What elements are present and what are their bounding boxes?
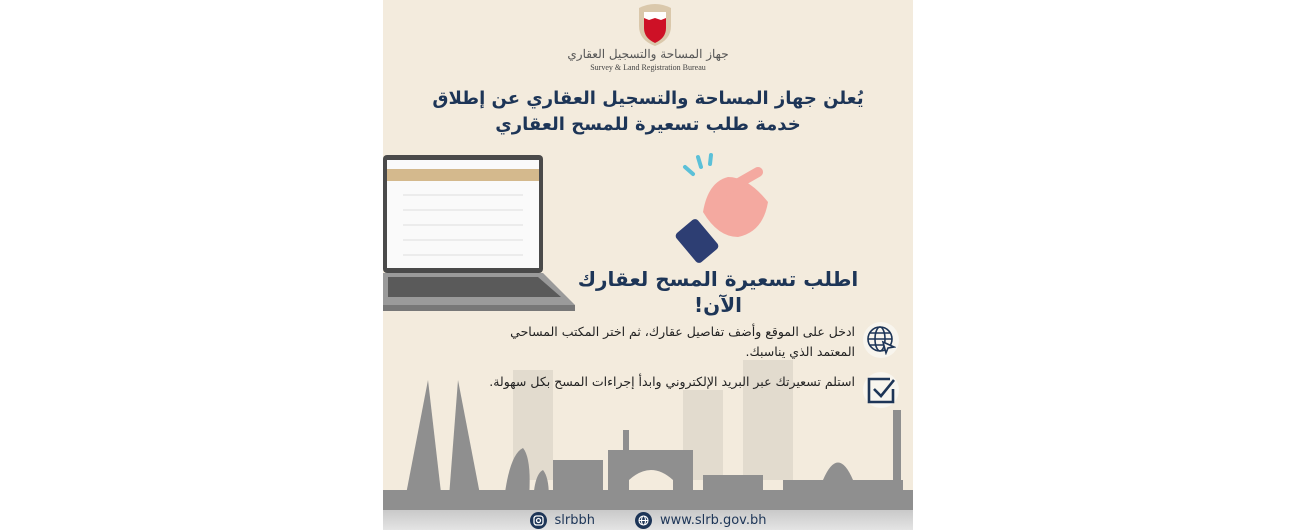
finger-snap-hand-icon	[673, 152, 773, 264]
instagram-icon	[530, 512, 547, 529]
step-1	[469, 322, 899, 362]
step-2	[469, 372, 899, 408]
website-link[interactable]	[635, 512, 766, 529]
poster	[383, 0, 913, 530]
website-url: www.slrb.gov.bh	[660, 512, 767, 528]
announcement-line1: يُعلن جهاز المساحة والتسجيل العقاري عن إطلاق	[432, 88, 864, 109]
steps-list	[469, 322, 899, 408]
org-name-arabic: جهاز المساحة والتسجيل العقاري	[567, 47, 729, 61]
globe-icon	[635, 512, 652, 529]
footer-bar	[383, 510, 913, 530]
bahrain-emblem-logo	[633, 2, 677, 46]
org-name-english: Survey & Land Registration Bureau	[590, 63, 706, 72]
checkbox-icon	[863, 372, 899, 408]
announcement-line2: خدمة طلب تسعيرة للمسح العقاري	[495, 114, 801, 135]
instagram-link[interactable]	[530, 512, 595, 529]
step-2-text: استلم تسعيرتك عبر البريد الإلكتروني وابدأ إجراءات المسح بكل سهولة.	[489, 374, 855, 389]
instagram-handle: slrbbh	[554, 512, 595, 528]
header-block	[393, 46, 903, 138]
laptop-illustration	[383, 155, 578, 315]
call-to-action-heading: اطلب تسعيرة المسح لعقارك الآن!	[577, 267, 859, 317]
step-1-text: ادخل على الموقع وأضف تفاصيل عقارك، ثم اختر المكتب المساحي المعتمد الذي يناسبك.	[510, 324, 855, 359]
globe-cursor-icon	[863, 322, 899, 358]
